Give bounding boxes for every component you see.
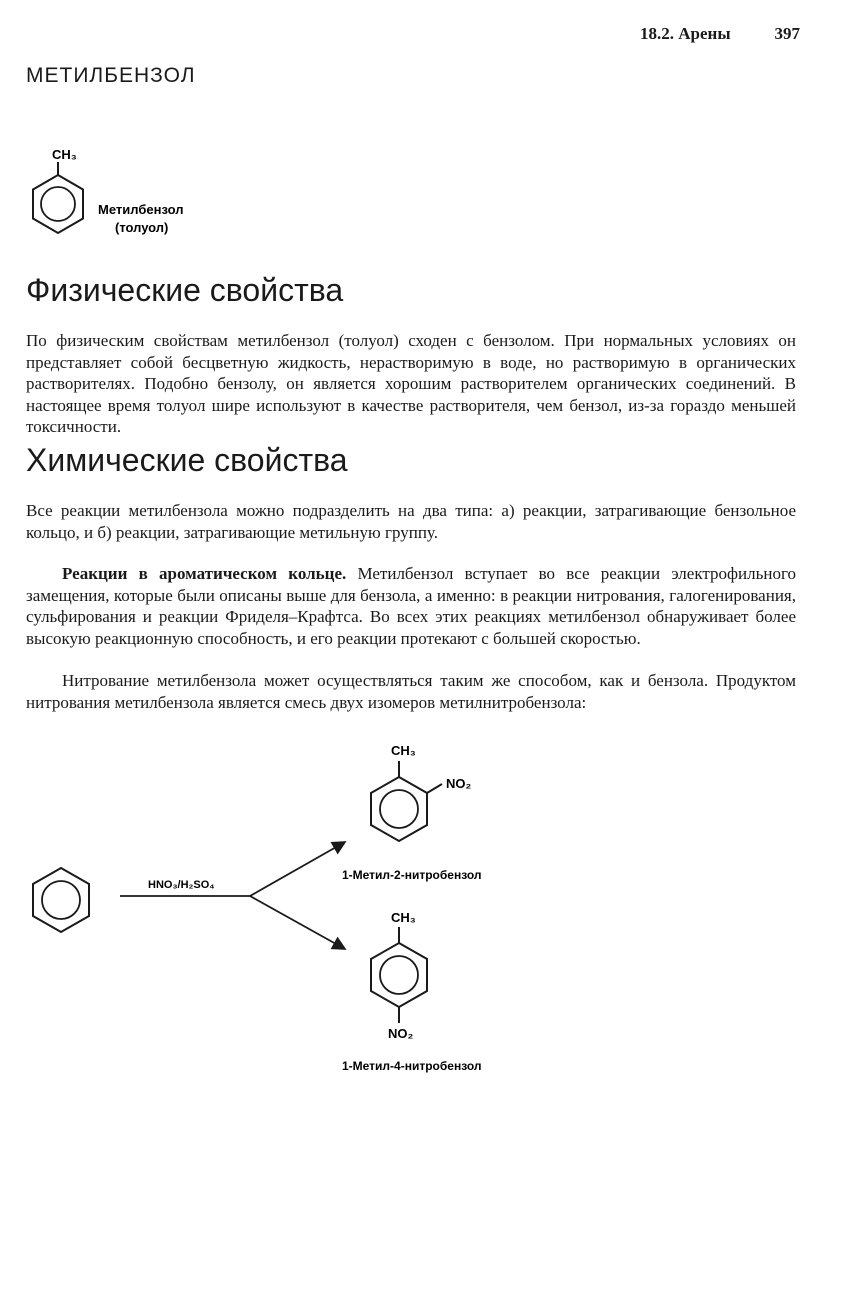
ortho-product-structure: [371, 761, 442, 841]
ortho-methyl-label: CH₃: [391, 743, 416, 758]
methyl-label: CH₃: [52, 147, 77, 162]
running-head: [640, 24, 800, 48]
arrow-to-ortho-product: [250, 842, 345, 896]
compound-trivial-name: (толуол): [115, 220, 169, 235]
ring-reactions-paragraph: [26, 563, 796, 649]
para-product-name: 1-Метил-4-нитробензол: [342, 1059, 482, 1073]
compound-title: МЕТИЛБЕНЗОЛ: [26, 64, 196, 87]
ortho-nitro-label: NO₂: [446, 776, 472, 791]
para-nitro-label: NO₂: [388, 1026, 414, 1041]
arrow-to-para-product: [250, 896, 345, 949]
page-number: 397: [774, 24, 800, 43]
compound-name-label: Метилбензол: [98, 202, 184, 217]
para-methyl-label: CH₃: [391, 910, 416, 925]
physical-properties-text: По физическим свойствам метилбензол (толуол) сходен с бензолом. При нормальных условиях он представляет собой бесцветную жидкость, нерастворимую в воде, но растворимую в органических растворителях. Подобно бензолу, он является хорошим растворителем органических соединений. В настоящее время толуол шире используют в качестве растворителя, чем бензол, из-за гораздо меньшей токсичности.: [26, 331, 796, 436]
para-product-structure: [371, 927, 427, 1023]
ortho-product-name: 1-Метил-2-нитробензол: [342, 868, 482, 882]
aromatic-circle: [41, 187, 75, 221]
toluene-structure: [20, 140, 220, 265]
section-title: 18.2. Арены: [640, 24, 731, 43]
ring-reactions-text: Метилбензол вступает во все реакции электрофильного замещения, которые были описаны выше для бензола, а именно: в реакции нитрования, галогенирования, сульфирования и реакции Фриделя–Крафтса. Во всех этих реакциях метилбензол обнаруживает более высокую реакционную способность, и его реакции протекают с большей скоростью.: [26, 564, 797, 648]
reagent-label: HNO₃/H₂SO₄: [148, 879, 215, 891]
chemical-properties-heading: Химические свойства: [26, 442, 348, 478]
nitration-paragraph: Нитрование метилбензола может осуществляться таким же способом, как и бензола. Продуктом нитрования метилбензола является смесь двух изомеров метилнитробензола:: [26, 671, 796, 712]
chemical-intro-text: Все реакции метилбензола можно подразделить на два типа: а) реакции, затрагивающие бензольное кольцо, и б) реакции, затрагивающие метильную группу.: [26, 501, 796, 542]
physical-properties-heading: Физические свойства: [26, 272, 344, 308]
nitration-scheme: [0, 735, 560, 1080]
reactant-ring: [33, 868, 89, 932]
ring-reactions-lead: Реакции в ароматическом кольце.: [62, 564, 347, 583]
